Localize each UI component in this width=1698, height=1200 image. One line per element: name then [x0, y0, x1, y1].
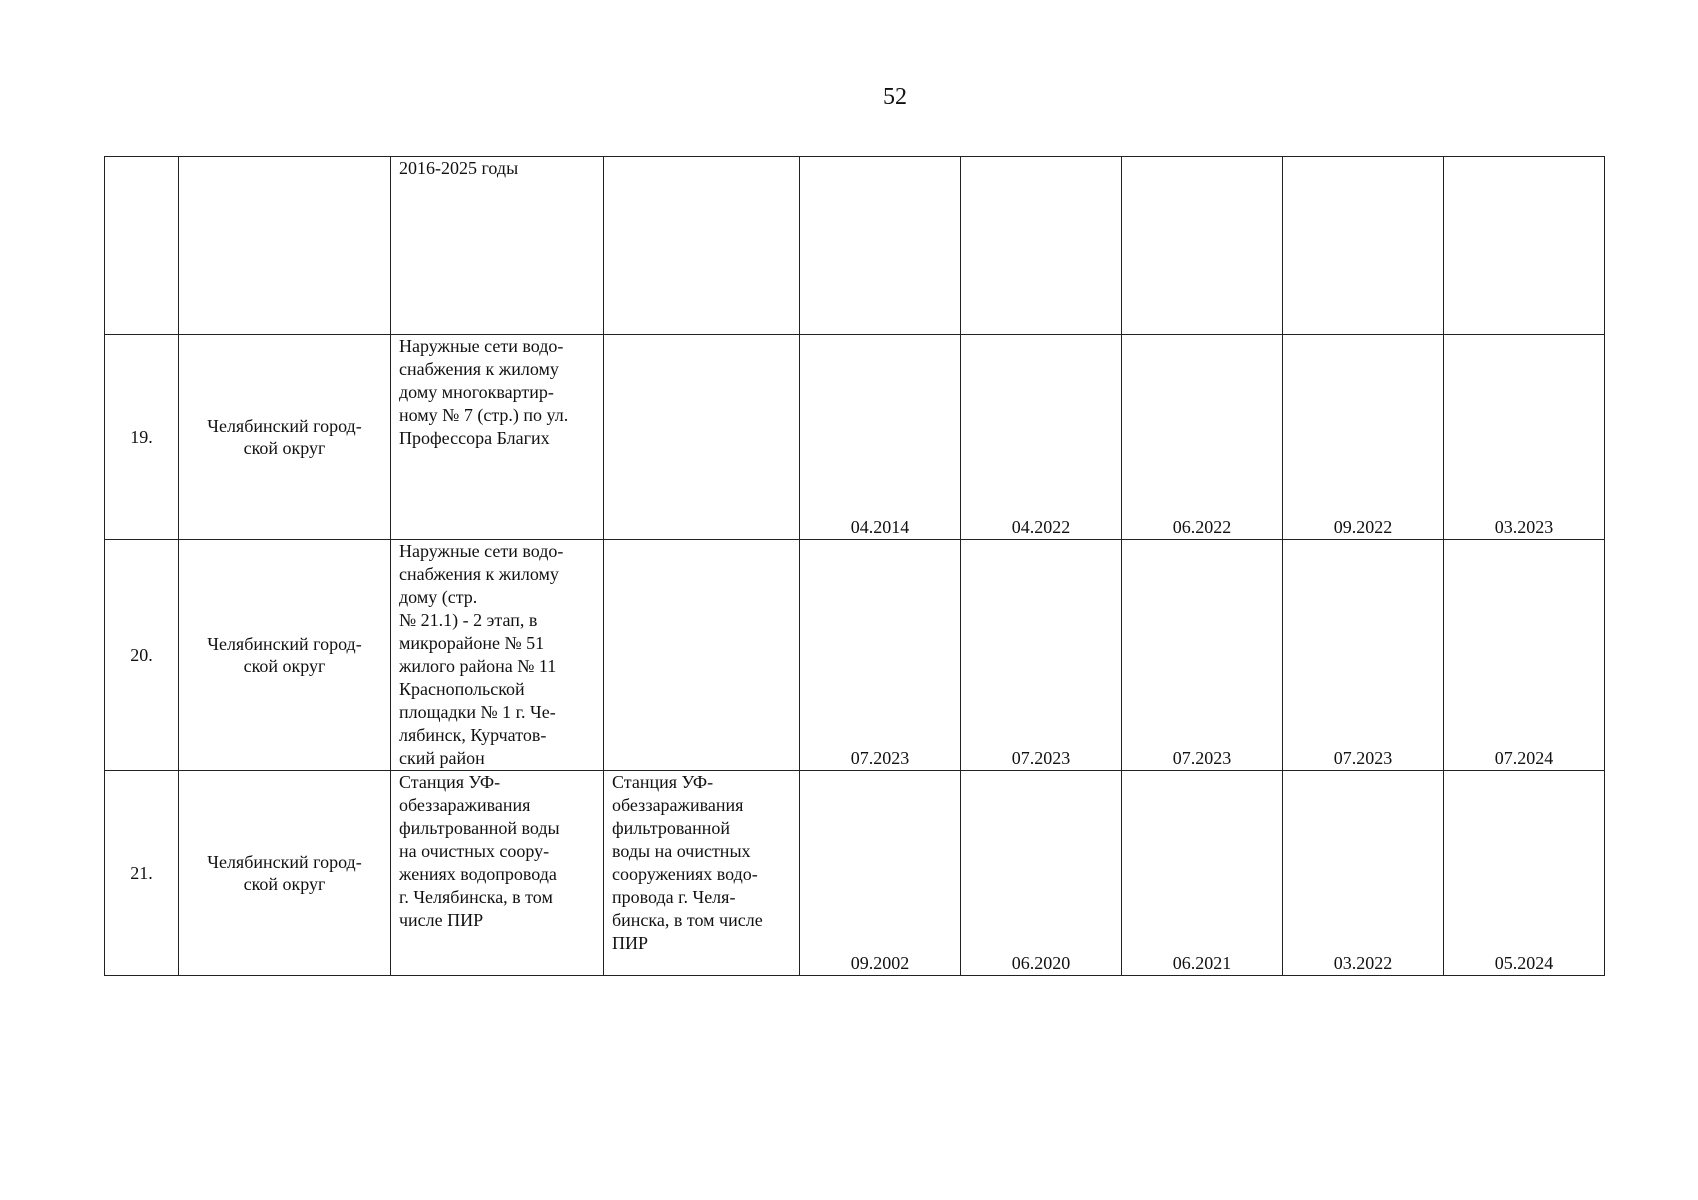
- row-date: 09.2002: [800, 771, 961, 976]
- row-date: 03.2023: [1444, 335, 1605, 540]
- row-object-name-alt: [604, 335, 800, 540]
- cell-number-empty: [105, 157, 179, 335]
- cell-empty: [604, 157, 800, 335]
- row-date: 06.2020: [961, 771, 1122, 976]
- cell-municipality-empty: [179, 157, 391, 335]
- page-number: 52: [883, 84, 907, 110]
- row-number: 20.: [105, 540, 179, 771]
- row-object-name: Станция УФ- обеззараживания фильтрованной воды на очистных соору- жениях водопровода г. Челябинска, в том числе ПИР: [391, 771, 604, 976]
- row-municipality: Челябинский город- ской округ: [179, 540, 391, 771]
- row-date: 06.2021: [1122, 771, 1283, 976]
- table-row: [105, 540, 1605, 771]
- cell-empty: [1444, 157, 1605, 335]
- table-row: [105, 335, 1605, 540]
- row-date: 04.2014: [800, 335, 961, 540]
- row-number: 19.: [105, 335, 179, 540]
- row-municipality: Челябинский город- ской округ: [179, 335, 391, 540]
- row-date: 09.2022: [1283, 335, 1444, 540]
- row-date: 07.2023: [961, 540, 1122, 771]
- table-row: [105, 771, 1605, 976]
- row-date: 06.2022: [1122, 335, 1283, 540]
- row-date: 07.2023: [1122, 540, 1283, 771]
- row-date: 07.2023: [1283, 540, 1444, 771]
- cell-empty: [1122, 157, 1283, 335]
- row-municipality: Челябинский город- ской округ: [179, 771, 391, 976]
- row-number: 21.: [105, 771, 179, 976]
- row-date: 07.2024: [1444, 540, 1605, 771]
- row-date: 07.2023: [800, 540, 961, 771]
- objects-table: [104, 156, 1605, 976]
- cell-object-period: 2016-2025 годы: [391, 157, 604, 335]
- row-object-name-alt: [604, 540, 800, 771]
- cell-empty: [1283, 157, 1444, 335]
- row-object-name-alt: Станция УФ- обеззараживания фильтрованной воды на очистных сооружениях водо- провода г. Челя- бинска, в том числе ПИР: [604, 771, 800, 976]
- table-row-continuation: [105, 157, 1605, 335]
- row-object-name: Наружные сети водо- снабжения к жилому дому многоквартир- ному № 7 (стр.) по ул. Профессора Благих: [391, 335, 604, 540]
- row-date: 04.2022: [961, 335, 1122, 540]
- row-date: 05.2024: [1444, 771, 1605, 976]
- row-date: 03.2022: [1283, 771, 1444, 976]
- cell-empty: [961, 157, 1122, 335]
- row-object-name: Наружные сети водо- снабжения к жилому дому (стр. № 21.1) - 2 этап, в микрорайоне № 51 жилого района № 11 Краснопольской площадки № 1 г. Че- лябинск, Курчатов- ский район: [391, 540, 604, 771]
- cell-empty: [800, 157, 961, 335]
